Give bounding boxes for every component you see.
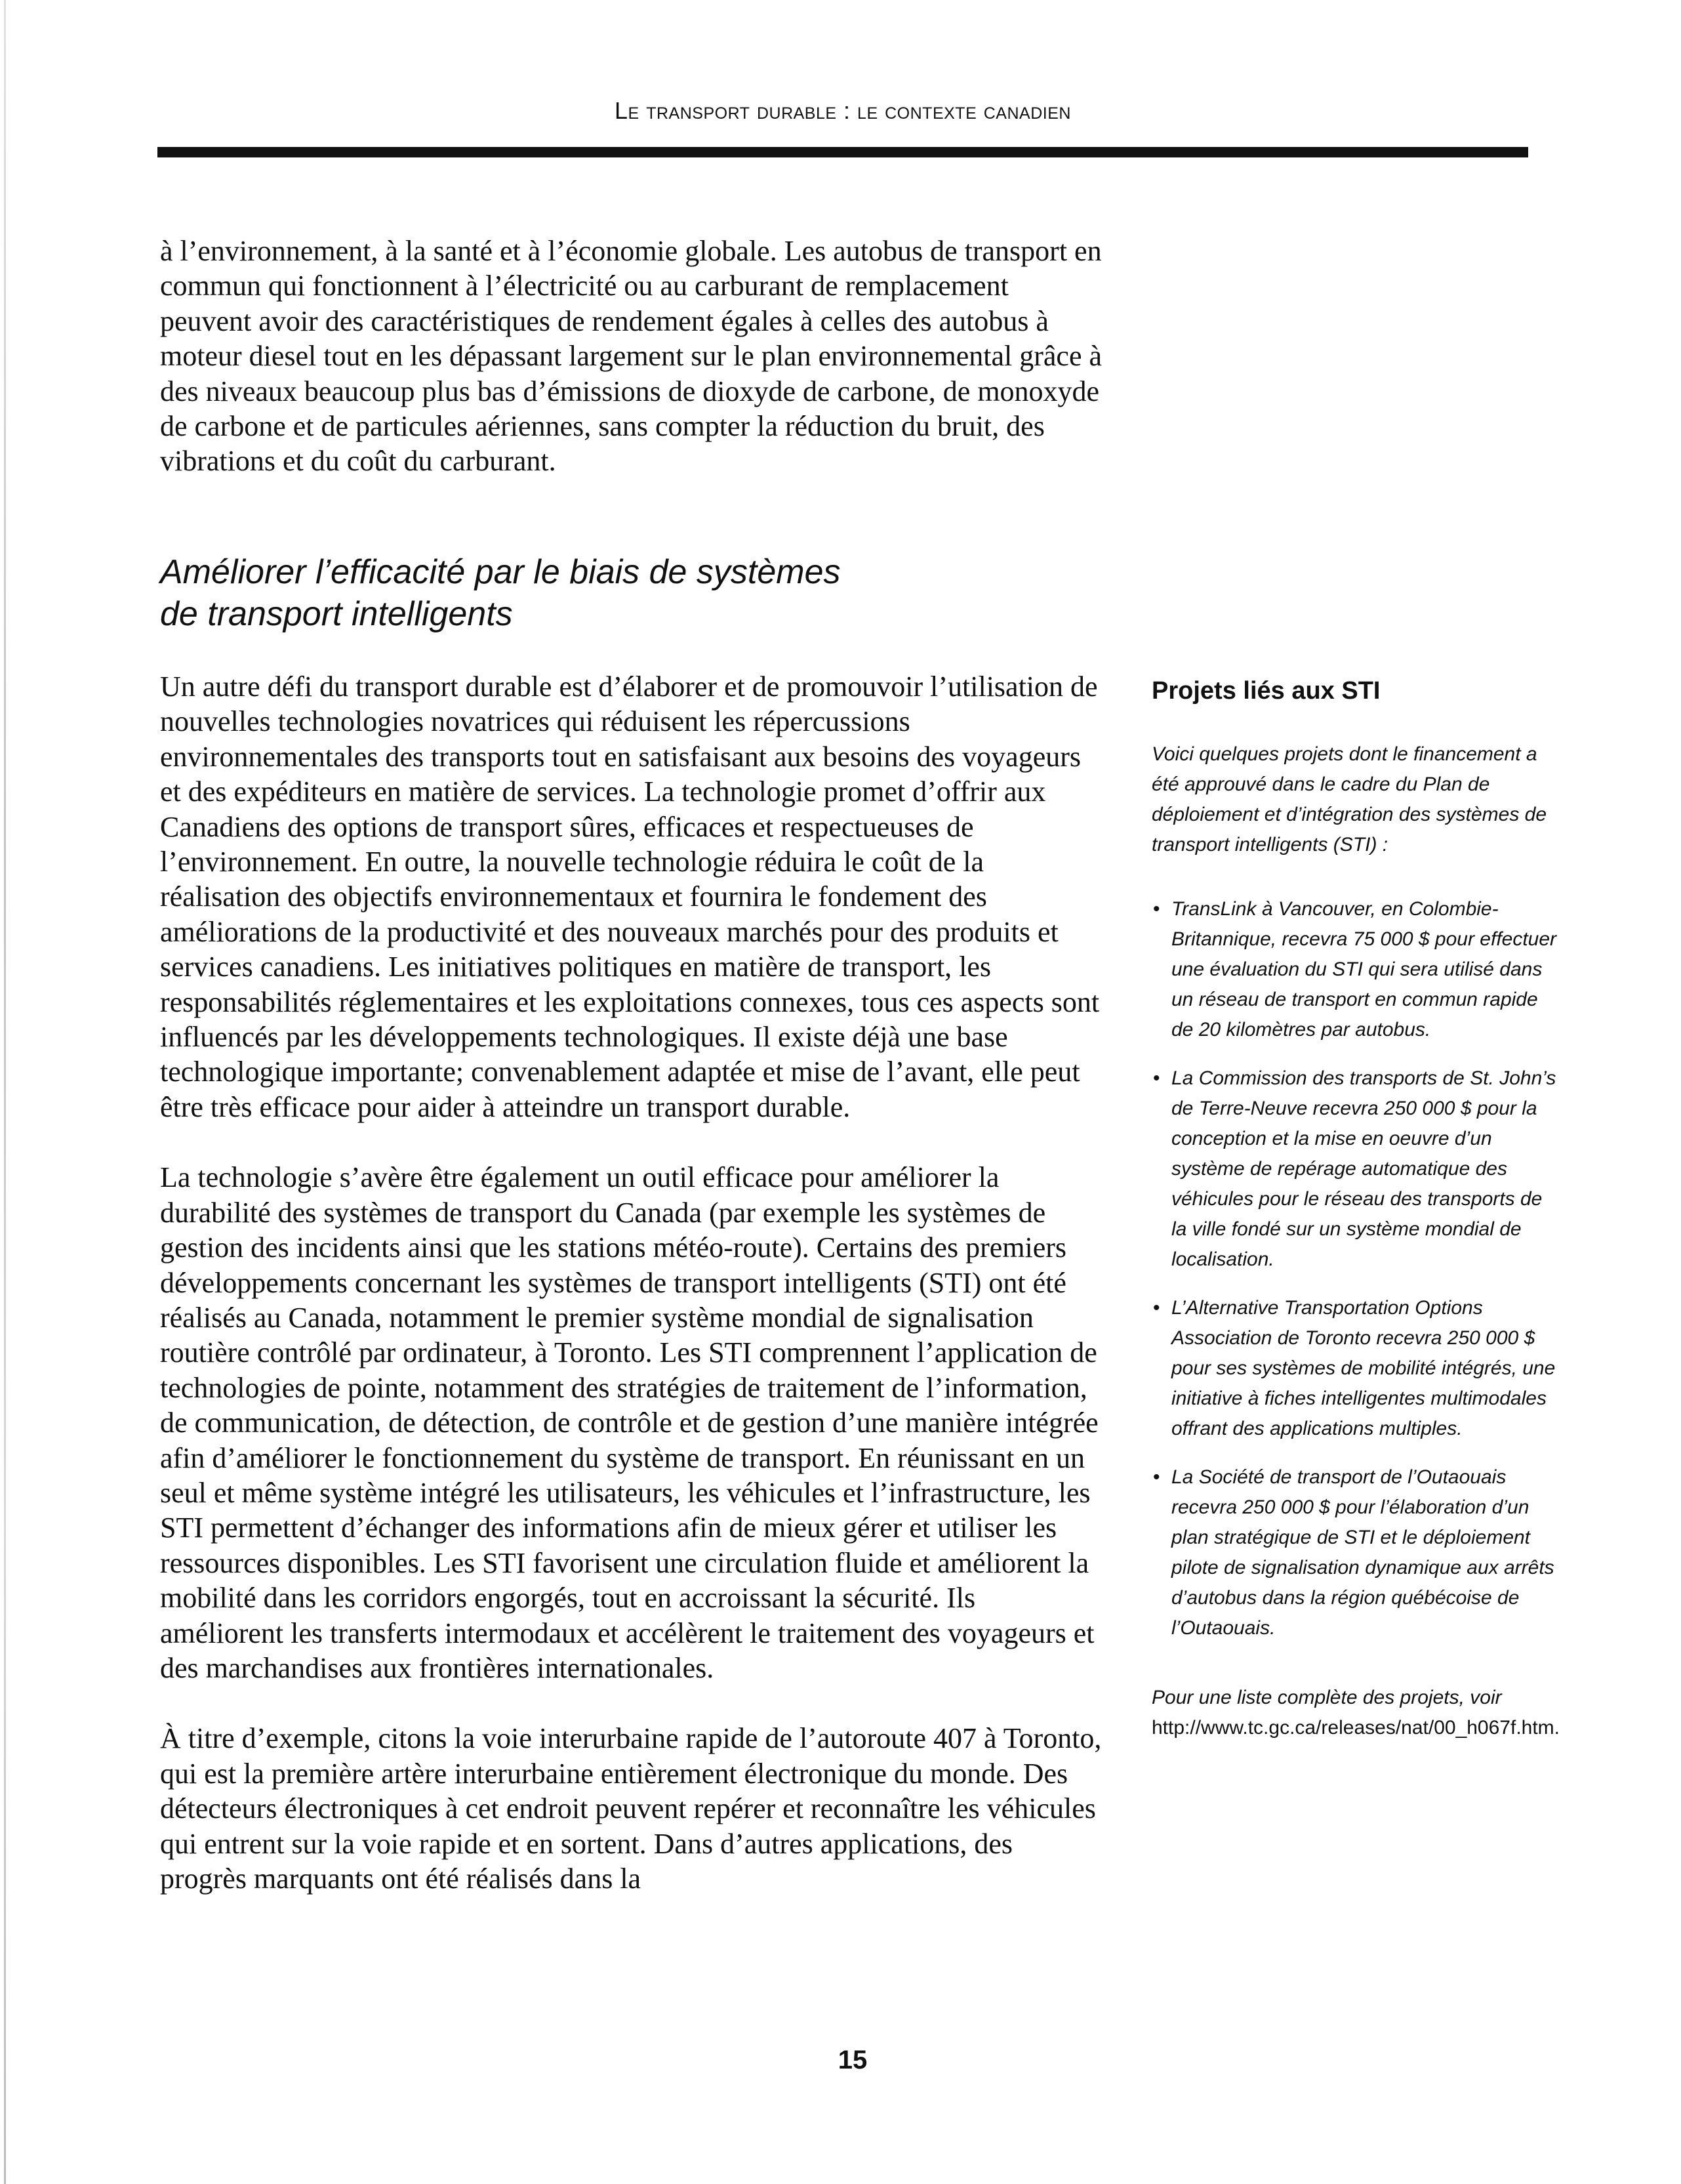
project-item [1152, 894, 1558, 1045]
header-rule [157, 147, 1528, 157]
sidebar-intro: Voici quelques projets dont le financement a été approuvé dans le cadre du Plan de déploiement et d’intégration des systèmes de transport intelligents (STI) : [1152, 743, 1547, 855]
main-column [160, 669, 1104, 1931]
sidebar-footer-text: Pour une liste complète des projets, voir [1152, 1687, 1502, 1708]
page-number: 15 [838, 2046, 868, 2074]
body-paragraph: La technologie s’avère être également un outil efficace pour améliorer la durabilité des systèmes de transport du Canada (par exemple les systèmes de gestion des incidents ainsi que les stations météo-route). Certains des premiers développements concernant les systèmes de transport intelligents (STI) ont été réalisés au Canada, notamment le premier système mondial de signalisation routière contrôlé par ordinateur, à Toronto. Les STI comprennent l’application de technologies de pointe, notamment des stratégies de traitement de l’information, de communication, de détection, de contrôle et de gestion d’une manière intégrée afin d’améliorer le fonctionnement du système de transport. En réunissant en un seul et même système intégré les utilisateurs, les véhicules et l’infrastructure, les STI permettent d’échanger des informations afin de mieux gérer et utiliser les ressources disponibles. Les STI favorisent une circulation fluide et améliorent la mobilité dans les corridors engorgés, tout en accroissant la sécurité. Ils améliorent les transferts intermodaux et accélèrent le traitement des voyageurs et des marchandises aux frontières internationales. [160, 1161, 1099, 1684]
section-heading-line1: Améliorer l’efficacité par le biais de systèmes [160, 553, 841, 591]
section-heading-line2: de transport intelligents [160, 595, 513, 633]
running-header: Le transport durable : le contexte canadien [615, 97, 1071, 124]
project-text: TransLink à Vancouver, en Colombie-Britannique, recevra 75 000 $ pour effectuer une évaluation du STI qui sera utilisé dans un réseau de transport en commun rapide de 20 kilomètres par autobus. [1171, 898, 1557, 1040]
project-text: La Commission des transports de St. John’s de Terre-Neuve recevra 250 000 $ pour la conception et la mise en oeuvre d’un système de repérage automatique des véhicules pour le réseau des transports de la ville fondé sur un système mondial de localisation. [1171, 1067, 1556, 1270]
sidebar-title: Projets liés aux STI [1152, 677, 1381, 705]
bullet-icon: • [1153, 1297, 1160, 1319]
bullet-icon: • [1153, 1067, 1160, 1089]
section-heading [160, 551, 1013, 635]
project-text: La Société de transport de l’Outaouais recevra 250 000 $ pour l’élaboration d’un plan stratégique de STI et le déploiement pilote de signalisation dynamique aux arrêts d’autobus dans la région québécoise de l’Outaouais. [1171, 1466, 1554, 1639]
project-text: L’Alternative Transportation Options Association de Toronto recevra 250 000 $ pour ses systèmes de mobilité intégrés, une initiative à fiches intelligentes multimodales offrant des applications multiples. [1171, 1297, 1556, 1439]
project-list [1152, 894, 1558, 1643]
scan-edge [4, 0, 6, 2184]
project-item [1152, 1462, 1558, 1643]
project-item [1152, 1063, 1558, 1275]
sidebar-footer [1152, 1683, 1558, 1743]
sidebar-projects [1152, 677, 1558, 1743]
body-paragraph: À titre d’exemple, citons la voie interurbaine rapide de l’autoroute 407 à Toronto, qui est la première artère interurbaine entièrement électronique du monde. Des détecteurs électroniques à cet endroit peuvent repérer et reconnaître les véhicules qui entrent sur la voie rapide et en sortent. Dans d’autres applications, des progrès marquants ont été réalisés dans la [160, 1722, 1102, 1895]
body-paragraph: Un autre défi du transport durable est d’élaborer et de promouvoir l’utilisation de nouvelles technologies novatrices qui réduisent les répercussions environnementales des transports tout en satisfaisant aux besoins des voyageurs et des expéditeurs en matière de services. La technologie promet d’offrir aux Canadiens des options de transport sûres, efficaces et respectueuses de l’environnement. En outre, la nouvelle technologie réduira le coût de la réalisation des objectifs environnementaux et fournira le fondement des améliorations de la productivité et des nouveaux marchés pour des produits et services canadiens. Les initiatives politiques en matière de transport, les responsabilités réglementaires et les exploitations connexes, tous ces aspects sont influencés par les développements technologiques. Il existe déjà une base technologique importante; convenablement adaptée et mise de l’avant, elle peut être très efficace pour aider à atteindre un transport durable. [160, 670, 1100, 1123]
intro-paragraph: à l’environnement, à la santé et à l’économie globale. Les autobus de transport en commun qui fonctionnent à l’électricité ou au carburant de remplacement peuvent avoir des caractéristiques de rendement égales à celles des autobus à moteur diesel tout en les dépassant largement sur le plan environnemental grâce à des niveaux beaucoup plus bas d’émissions de dioxyde de carbone, de monoxyde de carbone et de particules aériennes, sans compter la réduction du bruit, des vibrations et du coût du carburant. [160, 235, 1103, 478]
bullet-icon: • [1153, 1466, 1160, 1488]
project-item [1152, 1293, 1558, 1444]
projects-link[interactable]: http://www.tc.gc.ca/releases/nat/00_h067f.htm. [1152, 1717, 1560, 1739]
bullet-icon: • [1153, 898, 1160, 920]
